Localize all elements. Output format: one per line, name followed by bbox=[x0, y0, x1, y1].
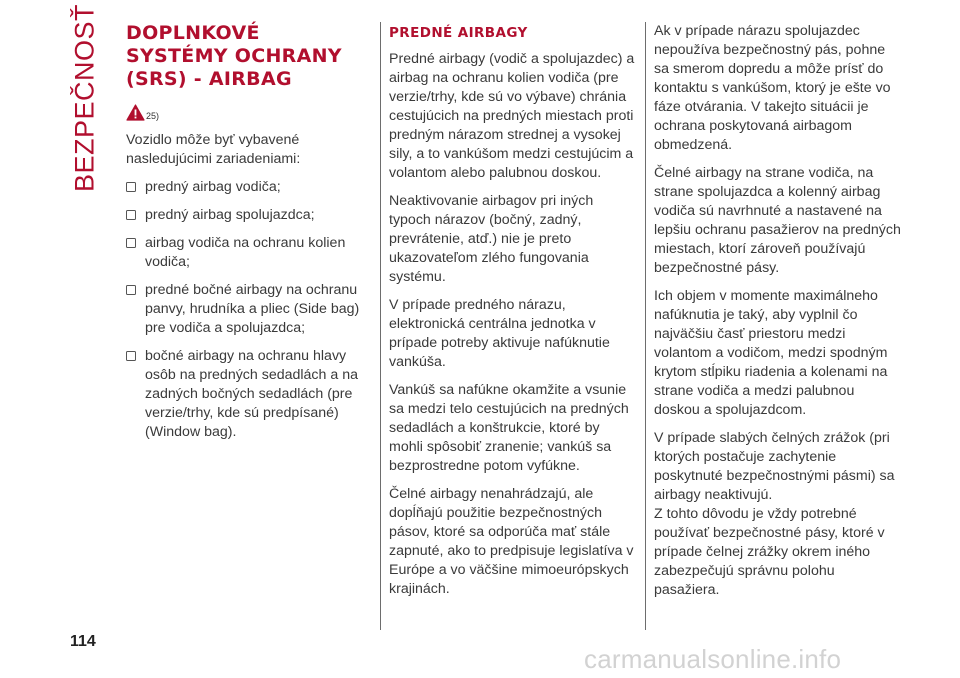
main-title-line-1: DOPLNKOVÉ bbox=[126, 22, 260, 44]
main-title-line-2: SYSTÉMY OCHRANY bbox=[126, 45, 342, 67]
column-divider-2 bbox=[645, 22, 646, 630]
list-item bbox=[126, 234, 371, 272]
checkbox-bullet-icon bbox=[126, 285, 136, 295]
list-item-text: predné bočné airbagy na ochranu panvy, hrudníka a pliec (Side bag) pre vodiča a spolujazdca; bbox=[145, 282, 360, 336]
main-title bbox=[126, 22, 371, 91]
section-heading-front-airbags: PREDNÉ AIRBAGY bbox=[389, 25, 528, 41]
warning-triangle-icon bbox=[126, 104, 145, 121]
main-title-line-3: (SRS) - AIRBAG bbox=[126, 68, 292, 90]
intro-text: Vozidlo môže byť vybavené nasledujúcimi zariadeniami: bbox=[126, 132, 301, 167]
watermark: carmanualsonline.info bbox=[584, 644, 842, 674]
paragraph: Vankúš sa nafúkne okamžite a vsunie sa medzi telo cestujúcich na predných sedadlách a konštrukcie, ktoré by mohli spôsobiť zranenie; vankúš sa bezprostredne potom vyfúkne. bbox=[389, 382, 629, 474]
paragraph-final bbox=[654, 429, 904, 600]
column-3 bbox=[654, 22, 904, 609]
section-label bbox=[69, 3, 100, 193]
list-item-text: predný airbag vodiča; bbox=[145, 179, 281, 195]
page-number: 114 bbox=[70, 633, 96, 650]
checkbox-bullet-icon bbox=[126, 351, 136, 361]
section-label-text: BEZPEČNOSŤ bbox=[69, 3, 100, 193]
list-item-text: bočné airbagy na ochranu hlavy osôb na predných sedadlách a na zadných bočných sedadlách (pre verzie/trhy, kde sú predpísané) (Window bag). bbox=[145, 348, 358, 440]
paragraph: V prípade predného nárazu, elektronická centrálna jednotka v prípade potreby aktivuje nafúknutie vankúša. bbox=[389, 297, 610, 370]
column-divider-1 bbox=[380, 22, 381, 630]
list-item bbox=[126, 206, 371, 225]
checkbox-bullet-icon bbox=[126, 238, 136, 248]
list-item-text: predný airbag spolujazdca; bbox=[145, 207, 315, 223]
paragraph: Ich objem v momente maximálneho nafúknutia je taký, aby vyplnil čo najväčšiu časť priestoru medzi volantom a vodičom, medzi spodným krytom stĺpiku riadenia a kolenami na strane vodiča a medzi palubnou doskou a spolujazdcom. bbox=[654, 288, 888, 418]
warning-ref-number: 25) bbox=[146, 111, 160, 121]
paragraph: Čelné airbagy na strane vodiča, na strane spolujazdca a kolenný airbag vodiča sú navrhnuté a nastavené na lepšiu ochranu pasažierov na predných miestach, ktorí zároveň používajú bezpečnostné pásy. bbox=[654, 165, 901, 276]
checkbox-bullet-icon bbox=[126, 182, 136, 192]
column-1 bbox=[126, 22, 371, 451]
paragraph-line: V prípade slabých čelných zrážok (pri ktorých postačuje zachytenie poskytnuté bezpečnostnými pásmi) sa airbagy neaktivujú. bbox=[654, 430, 895, 503]
list-item bbox=[126, 178, 371, 197]
list-item bbox=[126, 281, 371, 338]
paragraph: Predné airbagy (vodič a spolujazdec) a airbag na ochranu kolien vodiča (pre verzie/trhy, kde sú vo výbave) chránia cestujúcich na predných miestach proti predným nárazom strednej a vysokej sily, a to vankúšom medzi cestujúcim a volantom alebo palubnou doskou. bbox=[389, 51, 635, 181]
column-2 bbox=[389, 22, 635, 608]
list-item bbox=[126, 347, 371, 442]
list-item-text: airbag vodiča na ochranu kolien vodiča; bbox=[145, 235, 346, 270]
paragraph: Čelné airbagy nenahrádzajú, ale dopĺňajú použitie bezpečnostných pásov, ktoré sa odporúča mať stále zapnuté, ako to predpisuje legislatíva v Európe a vo väčšine mimoeurópskych krajinách. bbox=[389, 486, 634, 597]
equipment-list bbox=[126, 178, 371, 442]
paragraph: Neaktivovanie airbagov pri iných typoch nárazov (bočný, zadný, prevrátenie, atď.) nie je preto ukazovateľom zlého fungovania systému. bbox=[389, 193, 594, 285]
paragraph: Ak v prípade nárazu spolujazdec nepoužíva bezpečnostný pás, pohne sa smerom dopredu a môže prísť do kontaktu s vankúšom, ktorý je ešte vo fáze otvárania. V takejto situácii je ochrana poskytovaná airbagom obmedzená. bbox=[654, 23, 891, 153]
checkbox-bullet-icon bbox=[126, 210, 136, 220]
warning-reference bbox=[126, 101, 371, 121]
paragraph-line: Z tohto dôvodu je vždy potrebné používať bezpečnostné pásy, ktoré v prípade čelnej zrážky okrem iného zabezpečujú správnu polohu pasažiera. bbox=[654, 506, 885, 598]
